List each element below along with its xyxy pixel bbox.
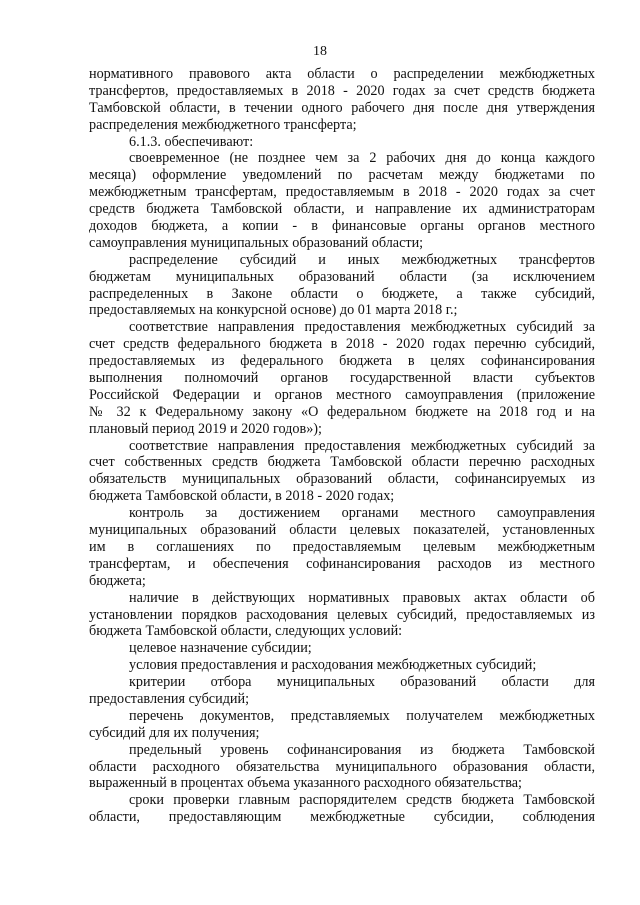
text-line: бюджетам муниципальных образований области (за исключением [89, 268, 595, 285]
text-line: нормативного правового акта области о распределении межбюджетных [89, 66, 595, 82]
body-text [89, 66, 595, 826]
text-line: распределения межбюджетного трансферта; [89, 116, 357, 133]
text-line: области расходного обязательства муниципального образования области, [89, 758, 595, 775]
text-line: доходов бюджета, а копии - в финансовые органы органов местного [89, 218, 595, 235]
text-line: им в соглашениях по предоставляемым целевым межбюджетным [89, 538, 595, 555]
text-line: счет средств федерального бюджета в 2018 - 2020 годах перечню субсидий, [89, 336, 595, 353]
text-line: установлении порядков расходования целевых субсидий, предоставляемых из [89, 606, 595, 623]
text-line: трансфертов, предоставляемых в 2018 - 2020 годах за счет средств бюджета [89, 82, 595, 99]
text-line: области, предоставляющим межбюджетные субсидии, соблюдения [89, 809, 595, 826]
text-line: распределение субсидий и иных межбюджетных трансфертов [129, 251, 595, 268]
text-line: перечень документов, представляемых получателем межбюджетных [129, 707, 595, 724]
text-line: муниципальных образований области целевых показателей, установленных [89, 522, 595, 539]
text-line: Тамбовской области, в течении одного рабочего дня после дня утверждения [89, 99, 595, 116]
text-line: своевременное (не позднее чем за 2 рабочих дня до конца каждого [129, 150, 595, 167]
text-line: самоуправления муниципальных образований области; [89, 234, 424, 251]
text-line: месяца) оформление уведомлений по расчетам между бюджетами по [89, 167, 595, 184]
text-line: соответствие направления предоставления межбюджетных субсидий за [129, 437, 595, 454]
text-line: 6.1.3. обеспечивают: [129, 133, 254, 150]
text-line: бюджета Тамбовской области, в 2018 - 2020 годах; [89, 488, 395, 505]
text-line: распределенных в Законе области о бюджете, а также субсидий, [89, 285, 595, 302]
text-line: № 32 к Федеральному закону «О федеральном бюджете на 2018 год и на [89, 403, 595, 420]
text-line: трансфертам, и обеспечения софинансирования расходов из местного [89, 555, 595, 572]
page-number: 18 [313, 44, 327, 59]
text-line: наличие в действующих нормативных правовых актах области об [129, 589, 595, 606]
text-line: предоставляемых на конкурсной основе) до 01 марта 2018 г.; [89, 302, 458, 319]
text-line: выраженный в процентах объема указанного расходного обязательства; [89, 775, 522, 792]
text-line: межбюджетным трансфертам, предоставляемым в 2018 - 2020 годах за счет [89, 184, 595, 201]
text-line: контроль за достижением органами местного самоуправления [129, 505, 595, 522]
text-line: средств бюджета Тамбовской области, и направление их администраторам [89, 201, 595, 218]
text-line: сроки проверки главным распорядителем средств бюджета Тамбовской [129, 792, 595, 809]
text-line: предоставления субсидий; [89, 690, 250, 707]
text-line: предельный уровень софинансирования из бюджета Тамбовской [129, 741, 595, 758]
text-line: выполнения полномочий органов государственной власти субъектов [89, 370, 595, 387]
text-line: Российской Федерации и органов местного самоуправления (приложение [89, 386, 595, 403]
text-line: бюджета Тамбовской области, следующих условий: [89, 623, 403, 640]
text-line: предоставляемых из федерального бюджета в целях софинансирования [89, 353, 595, 370]
text-line: счет собственных средств бюджета Тамбовской области перечню расходных [89, 454, 595, 471]
text-line: критерии отбора муниципальных образований области для [129, 674, 595, 691]
text-line: целевое назначение субсидии; [129, 640, 312, 657]
text-line: условия предоставления и расходования межбюджетных субсидий; [129, 657, 537, 674]
text-line: бюджета; [89, 572, 146, 589]
text-line: соответствие направления предоставления межбюджетных субсидий за [129, 319, 595, 336]
text-line: субсидий для их получения; [89, 724, 260, 741]
text-line: плановый период 2019 и 2020 годов»); [89, 420, 322, 437]
text-line: обязательств муниципальных образований области, софинансируемых из [89, 471, 595, 488]
